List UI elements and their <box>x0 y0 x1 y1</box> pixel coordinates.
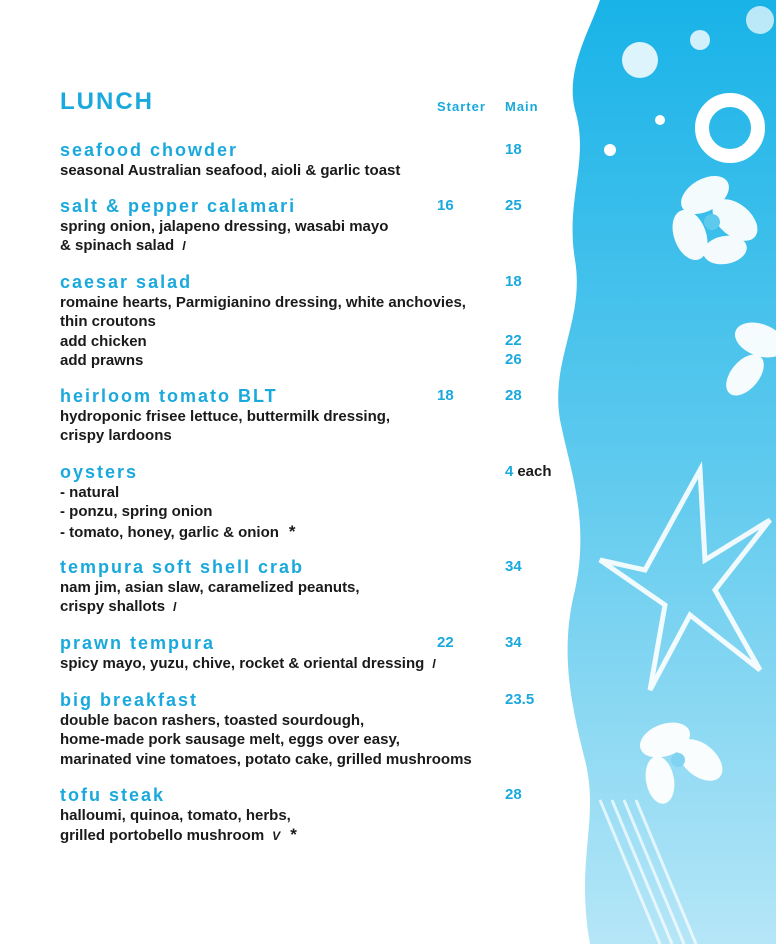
description-text: - natural <box>60 484 120 501</box>
description-line <box>60 332 580 351</box>
main-price-value: 18 <box>505 273 522 290</box>
description-line <box>60 654 580 673</box>
addon-price: 22 <box>505 331 522 349</box>
description-text: halloumi, quinoa, tomato, herbs, <box>60 807 291 824</box>
description-line <box>60 578 580 597</box>
bubble-ring <box>702 100 758 156</box>
menu-item-description <box>60 654 580 673</box>
menu-item-name: tempura soft shell crab <box>60 557 305 577</box>
price-unit: each <box>517 463 552 480</box>
description-line <box>60 483 580 502</box>
menu-item-description <box>60 407 580 446</box>
main-price <box>505 784 522 806</box>
description-line <box>60 351 580 370</box>
menu-item-name: tofu steak <box>60 785 166 805</box>
description-line <box>60 502 580 521</box>
description-text: crispy shallots <box>60 598 166 616</box>
description-text: nam jim, asian slaw, caramelized peanuts, <box>60 579 360 596</box>
description-line <box>60 312 580 331</box>
main-price-value: 28 <box>505 786 522 803</box>
description-text: marinated vine tomatoes, potato cake, grilled mushrooms <box>60 750 472 768</box>
main-price-value: 23.5 <box>505 691 535 708</box>
description-text: crispy lardoons <box>60 427 172 445</box>
description-line <box>60 730 580 749</box>
starter-price: 18 <box>437 387 454 404</box>
menu-item-description <box>60 578 580 617</box>
description-line <box>60 711 580 730</box>
main-price-value: 34 <box>505 558 522 575</box>
star-mark: * <box>290 825 297 845</box>
description-line <box>60 825 580 844</box>
bubble <box>746 6 774 34</box>
column-header-main: Main <box>505 99 539 114</box>
description-line <box>60 597 580 616</box>
main-price <box>505 461 552 483</box>
dietary-mark: l <box>173 600 177 615</box>
main-price-value: 18 <box>505 141 522 158</box>
main-price <box>505 271 522 293</box>
main-price-value: 25 <box>505 197 522 214</box>
hibiscus-flower-right <box>719 316 776 402</box>
description-text: seasonal Australian seafood, aioli & garlic toast <box>60 162 401 179</box>
menu-item-description <box>60 293 580 370</box>
starter-price: 16 <box>437 197 454 214</box>
menu-item <box>60 689 580 769</box>
star-mark: * <box>288 521 296 541</box>
description-text: & spinach salad <box>60 237 175 255</box>
menu-item <box>60 632 580 673</box>
description-text: spring onion, jalapeno dressing, wasabi mayo <box>60 218 389 235</box>
description-line <box>60 161 580 180</box>
main-price-value: 34 <box>505 634 522 651</box>
menu-item-description <box>60 161 580 180</box>
sea-panel <box>558 0 776 944</box>
description-line <box>60 522 580 541</box>
menu-item-description <box>60 806 580 845</box>
main-price <box>505 689 534 711</box>
bubble <box>604 144 616 156</box>
menu-item-name: oysters <box>60 462 139 482</box>
menu-item-description <box>60 217 580 256</box>
main-price <box>505 139 522 161</box>
hibiscus-flower-bottom <box>635 716 730 806</box>
description-text: thin croutons <box>60 313 156 331</box>
main-price <box>505 385 522 407</box>
menu-item-name: prawn tempura <box>60 633 216 653</box>
description-line <box>60 806 580 825</box>
menu-item <box>60 385 580 446</box>
description-text: hydroponic frisee lettuce, buttermilk dressing, <box>60 408 391 425</box>
description-text: home-made pork sausage melt, eggs over easy, <box>60 731 400 749</box>
starter-price: 22 <box>437 634 454 651</box>
description-text: grilled portobello mushroom <box>60 827 265 845</box>
menu-item <box>60 784 580 845</box>
main-price-value: 4 <box>505 463 514 480</box>
menu-item <box>60 195 580 256</box>
menu-item-description <box>60 711 580 769</box>
description-text: add prawns <box>60 351 144 369</box>
menu-item <box>60 139 580 180</box>
main-price <box>505 632 522 654</box>
description-line <box>60 407 580 426</box>
menu-title: LUNCH <box>60 88 154 115</box>
description-text: romaine hearts, Parmigianino dressing, white anchovies, <box>60 294 466 311</box>
column-header-starter: Starter <box>437 99 486 114</box>
starfish <box>600 470 770 690</box>
menu-item-name: salt & pepper calamari <box>60 196 297 216</box>
main-price <box>505 556 522 578</box>
menu-item <box>60 461 580 541</box>
description-text: add chicken <box>60 332 147 350</box>
menu-item-name: heirloom tomato BLT <box>60 386 278 406</box>
description-line <box>60 217 580 236</box>
menu-item-name: caesar salad <box>60 272 193 292</box>
dietary-mark: V <box>272 829 281 844</box>
menu-item <box>60 271 580 370</box>
bubble <box>690 30 710 50</box>
menu-item-description <box>60 483 580 541</box>
dietary-mark: l <box>182 239 186 254</box>
description-line <box>60 293 580 312</box>
description-line <box>60 750 580 769</box>
hibiscus-flower-top <box>666 168 765 267</box>
menu-item <box>60 556 580 617</box>
menu-item-name: seafood chowder <box>60 140 239 160</box>
description-line <box>60 236 580 255</box>
description-text: spicy mayo, yuzu, chive, rocket & oriental dressing <box>60 655 425 672</box>
bubble <box>622 42 658 78</box>
stripes <box>600 800 696 944</box>
description-text: - ponzu, spring onion <box>60 503 213 521</box>
main-price-value: 28 <box>505 387 522 404</box>
main-price <box>505 195 522 217</box>
addon-price: 26 <box>505 350 522 368</box>
bubble <box>655 115 665 125</box>
menu-item-name: big breakfast <box>60 690 199 710</box>
description-text: double bacon rashers, toasted sourdough, <box>60 712 365 729</box>
description-text: - tomato, honey, garlic & onion <box>60 523 279 541</box>
description-line <box>60 426 580 445</box>
dietary-mark: l <box>432 657 436 671</box>
